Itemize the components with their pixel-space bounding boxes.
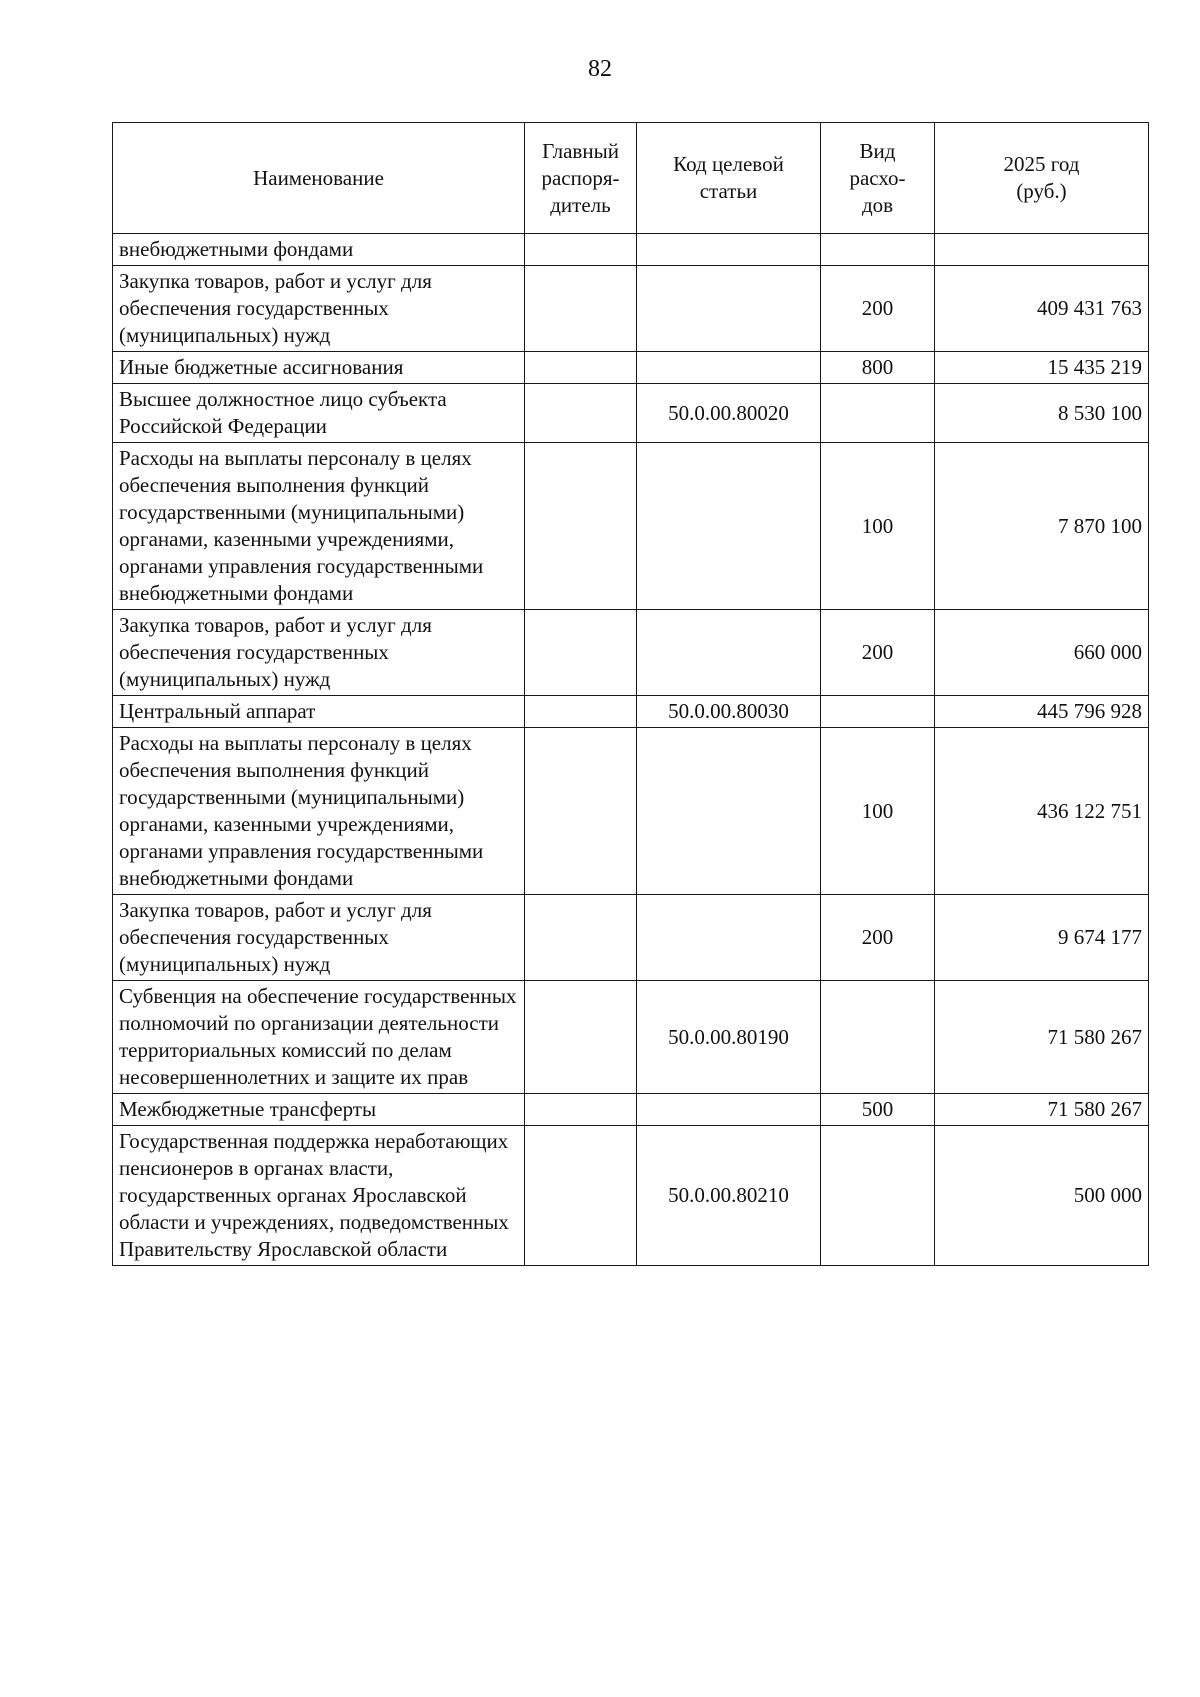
header-expense-kind: Вид расхо- дов xyxy=(821,123,935,234)
cell-main-manager xyxy=(525,352,637,384)
cell-main-manager xyxy=(525,728,637,895)
cell-name: Закупка товаров, работ и услуг для обеспечения государственных (муниципальных) нужд xyxy=(113,266,525,352)
header-main-manager: Главный распоря- дитель xyxy=(525,123,637,234)
cell-target-code xyxy=(637,352,821,384)
table-header xyxy=(113,123,1149,234)
cell-main-manager xyxy=(525,1126,637,1266)
cell-expense-kind xyxy=(821,384,935,443)
header-name: Наименование xyxy=(113,123,525,234)
cell-name: Закупка товаров, работ и услуг для обеспечения государственных (муниципальных) нужд xyxy=(113,895,525,981)
cell-target-code: 50.0.00.80020 xyxy=(637,384,821,443)
cell-main-manager xyxy=(525,266,637,352)
cell-main-manager xyxy=(525,981,637,1094)
cell-amount: 7 870 100 xyxy=(935,443,1149,610)
cell-target-code xyxy=(637,443,821,610)
header-row xyxy=(113,123,1149,234)
cell-amount: 500 000 xyxy=(935,1126,1149,1266)
cell-expense-kind: 200 xyxy=(821,895,935,981)
cell-name: Государственная поддержка неработающих пенсионеров в органах власти, государственных органах Ярославской области и учреждениях, подведомственных Правительству Ярославской области xyxy=(113,1126,525,1266)
cell-amount: 436 122 751 xyxy=(935,728,1149,895)
cell-target-code xyxy=(637,1094,821,1126)
cell-expense-kind: 800 xyxy=(821,352,935,384)
cell-amount: 409 431 763 xyxy=(935,266,1149,352)
cell-expense-kind: 500 xyxy=(821,1094,935,1126)
table-row xyxy=(113,1094,1149,1126)
cell-amount: 71 580 267 xyxy=(935,981,1149,1094)
cell-expense-kind xyxy=(821,696,935,728)
cell-target-code xyxy=(637,266,821,352)
cell-amount: 9 674 177 xyxy=(935,895,1149,981)
table-row xyxy=(113,895,1149,981)
page-number: 82 xyxy=(588,56,612,82)
cell-name: Закупка товаров, работ и услуг для обеспечения государственных (муниципальных) нужд xyxy=(113,610,525,696)
cell-main-manager xyxy=(525,384,637,443)
table-row xyxy=(113,443,1149,610)
cell-target-code xyxy=(637,610,821,696)
cell-target-code: 50.0.00.80210 xyxy=(637,1126,821,1266)
table-row xyxy=(113,1126,1149,1266)
table-row xyxy=(113,696,1149,728)
cell-expense-kind xyxy=(821,981,935,1094)
cell-expense-kind: 100 xyxy=(821,728,935,895)
cell-target-code: 50.0.00.80190 xyxy=(637,981,821,1094)
budget-table xyxy=(112,122,1149,1266)
cell-expense-kind xyxy=(821,1126,935,1266)
cell-main-manager xyxy=(525,443,637,610)
table-row xyxy=(113,384,1149,443)
cell-name: Расходы на выплаты персоналу в целях обеспечения выполнения функций государственными (муниципальными) органами, казенными учреждениями, органами управления государственными внебюджетными фондами xyxy=(113,443,525,610)
header-target-code: Код целевой статьи xyxy=(637,123,821,234)
table-row xyxy=(113,352,1149,384)
cell-main-manager xyxy=(525,1094,637,1126)
cell-name: Субвенция на обеспечение государственных полномочий по организации деятельности территориальных комиссий по делам несовершеннолетних и защите их прав xyxy=(113,981,525,1094)
cell-amount: 71 580 267 xyxy=(935,1094,1149,1126)
table-row xyxy=(113,610,1149,696)
cell-name: Расходы на выплаты персоналу в целях обеспечения выполнения функций государственными (муниципальными) органами, казенными учреждениями, органами управления государственными внебюджетными фондами xyxy=(113,728,525,895)
table-row xyxy=(113,266,1149,352)
cell-target-code xyxy=(637,234,821,266)
cell-target-code xyxy=(637,728,821,895)
table-row xyxy=(113,728,1149,895)
cell-expense-kind: 100 xyxy=(821,443,935,610)
cell-main-manager xyxy=(525,610,637,696)
header-year-2025: 2025 год (руб.) xyxy=(935,123,1149,234)
table-row xyxy=(113,981,1149,1094)
cell-main-manager xyxy=(525,234,637,266)
cell-amount: 660 000 xyxy=(935,610,1149,696)
cell-expense-kind: 200 xyxy=(821,610,935,696)
cell-target-code xyxy=(637,895,821,981)
cell-amount xyxy=(935,234,1149,266)
cell-amount: 445 796 928 xyxy=(935,696,1149,728)
table-row xyxy=(113,234,1149,266)
cell-expense-kind: 200 xyxy=(821,266,935,352)
cell-name: внебюджетными фондами xyxy=(113,234,525,266)
table-body xyxy=(113,234,1149,1266)
cell-name: Иные бюджетные ассигнования xyxy=(113,352,525,384)
cell-name: Центральный аппарат xyxy=(113,696,525,728)
cell-amount: 8 530 100 xyxy=(935,384,1149,443)
cell-name: Межбюджетные трансферты xyxy=(113,1094,525,1126)
cell-name: Высшее должностное лицо субъекта Российской Федерации xyxy=(113,384,525,443)
cell-amount: 15 435 219 xyxy=(935,352,1149,384)
cell-main-manager xyxy=(525,696,637,728)
cell-main-manager xyxy=(525,895,637,981)
cell-expense-kind xyxy=(821,234,935,266)
cell-target-code: 50.0.00.80030 xyxy=(637,696,821,728)
